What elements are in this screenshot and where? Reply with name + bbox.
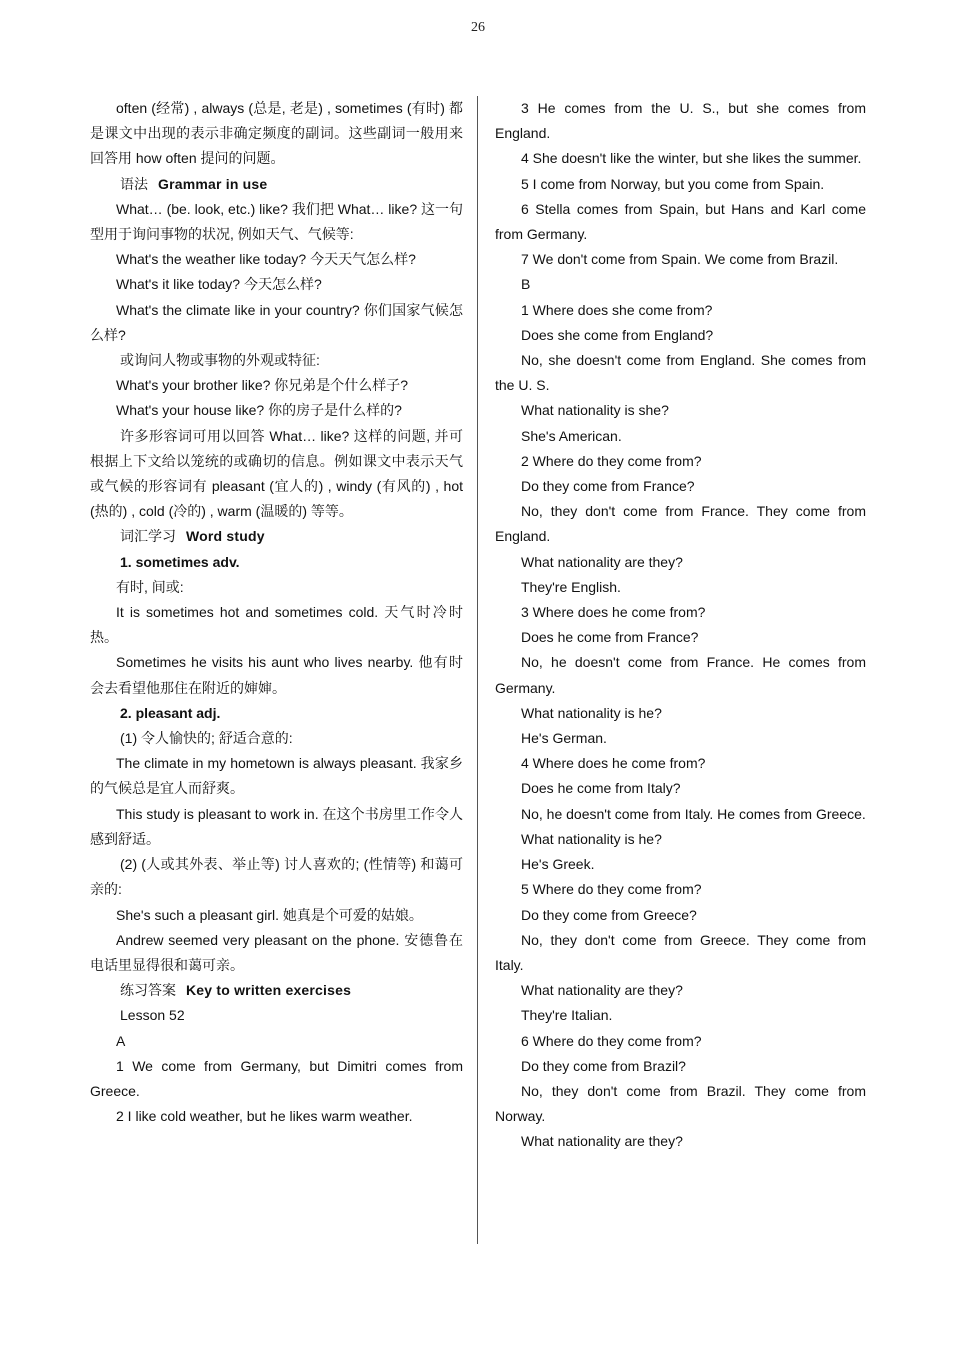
answer-line: What nationality are they? — [521, 1133, 683, 1150]
answer-line: What nationality are they? — [521, 982, 683, 999]
answer-line: What nationality is he? — [521, 704, 662, 721]
answer-item: 6 Stella comes from Spain, but Hans and Karl come from Germany. — [495, 200, 866, 243]
example-sentence: What's your brother like? 你兄弟是个什么样子? — [116, 377, 409, 394]
answer-line: No, he doesn't come from Italy. He comes from Greece. — [521, 805, 866, 822]
example-sentence: She's such a pleasant girl. 她真是个可爱的姑娘。 — [116, 906, 423, 923]
definition: 有时, 间或: — [116, 578, 184, 595]
answer-line: What nationality is she? — [521, 402, 669, 419]
answer-line: He's German. — [521, 730, 607, 747]
answer-line: What nationality is he? — [521, 830, 662, 847]
example-sentence: This study is pleasant to work in. 在这个书房里工作令人感到舒适。 — [90, 805, 463, 847]
answer-item: 5 I come from Norway, but you come from Spain. — [521, 175, 825, 192]
answer-line: 3 Where does he come from? — [521, 604, 706, 621]
answer-line: 4 Where does he come from? — [521, 755, 706, 772]
definition: (2) (人或其外表、举止等) 讨人喜欢的; (性情等) 和蔼可亲的: — [90, 856, 463, 898]
paragraph: 或询问人物或事物的外观或特征: — [120, 352, 320, 369]
exercise-label: A — [116, 1032, 126, 1049]
answer-line: No, she doesn't come from England. She comes from the U. S. — [495, 352, 866, 394]
answer-line: She's American. — [521, 427, 622, 444]
example-sentence: Andrew seemed very pleasant on the phone. 安德鲁在电话里显得很和蔼可亲。 — [90, 931, 463, 973]
paragraph: often (经常) , always (总是, 老是) , sometimes (有时) 都是课文中出现的表示非确定频度的副词。这些副词一般用来回答用 how often 提问的问题。 — [90, 100, 463, 167]
paragraph: What… (be. look, etc.) like? 我们把 What… like? 这一句型用于询问事物的状况, 例如天气、气候等: — [90, 200, 463, 243]
heading-zh: 练习答案 — [120, 982, 176, 999]
answer-item: 7 We don't come from Spain. We come from Brazil. — [521, 251, 839, 268]
example-sentence: Sometimes he visits his aunt who lives nearby. 他有时会去看望他那住在附近的婶婶。 — [90, 654, 463, 696]
heading-en: Key to written exercises — [186, 982, 352, 999]
answer-line: Do they come from France? — [521, 478, 695, 495]
exercise-label: B — [521, 276, 531, 293]
answer-line: No, they don't come from Brazil. They come from Norway. — [495, 1082, 866, 1125]
word-entry-heading: 1. sometimes adv. — [120, 553, 240, 570]
answer-line: 1 Where does she come from? — [521, 301, 713, 318]
paragraph: 许多形容词可用以回答 What… like? 这样的问题, 并可根据上下文给以笼统的或确切的信息。例如课文中表示天气或气候的形容词有 pleasant (宜人的) , windy (有风的) , hot (热的) , cold (冷的) , warm (温暖的) 等等。 — [90, 427, 463, 520]
heading-zh: 词汇学习 — [120, 528, 176, 545]
column-divider — [477, 96, 478, 1244]
section-heading-key — [90, 978, 463, 1003]
example-sentence: What's your house like? 你的房子是什么样的? — [116, 402, 402, 419]
answer-item: 2 I like cold weather, but he likes warm weather. — [116, 1108, 413, 1125]
left-column — [90, 96, 463, 1129]
answer-item: 3 He comes from the U. S., but she comes from England. — [495, 100, 866, 142]
answer-line: No, they don't come from Greece. They come from Italy. — [495, 931, 866, 973]
example-sentence: The climate in my hometown is always pleasant. 我家乡的气候总是宜人而舒爽。 — [90, 755, 463, 797]
answer-line: They're Italian. — [521, 1007, 613, 1024]
example-sentence: What's it like today? 今天怎么样? — [116, 276, 322, 293]
answer-line: Does she come from England? — [521, 326, 714, 343]
page-number: 26 — [471, 20, 485, 35]
answer-line: 6 Where do they come from? — [521, 1032, 702, 1049]
answer-line: Does he come from France? — [521, 629, 699, 646]
answer-line: Do they come from Greece? — [521, 906, 697, 923]
answer-item: 4 She doesn't like the winter, but she likes the summer. — [521, 150, 862, 167]
section-heading-word-study — [90, 524, 463, 549]
answer-line: No, they don't come from France. They come from England. — [495, 503, 866, 545]
answer-line: What nationality are they? — [521, 553, 683, 570]
answer-item: 1 We come from Germany, but Dimitri comes from Greece. — [90, 1057, 463, 1099]
answer-line: 2 Where do they come from? — [521, 452, 702, 469]
heading-zh: 语法 — [120, 175, 148, 192]
answer-line: Does he come from Italy? — [521, 780, 681, 797]
right-column — [495, 96, 866, 1155]
answer-line: No, he doesn't come from France. He comes from Germany. — [495, 654, 866, 696]
lesson-label: Lesson 52 — [120, 1007, 185, 1024]
answer-line: Do they come from Brazil? — [521, 1057, 686, 1074]
answer-line: They're English. — [521, 578, 621, 595]
answer-line: He's Greek. — [521, 856, 595, 873]
example-sentence: It is sometimes hot and sometimes cold. 天气时冷时热。 — [90, 604, 463, 646]
section-heading-grammar — [90, 172, 463, 197]
example-sentence: What's the weather like today? 今天天气怎么样? — [116, 251, 416, 268]
heading-en: Grammar in use — [158, 175, 268, 192]
example-sentence: What's the climate like in your country? 你们国家气候怎么样? — [90, 301, 463, 343]
answer-line: 5 Where do they come from? — [521, 881, 702, 898]
definition: (1) 令人愉快的; 舒适合意的: — [120, 730, 293, 747]
heading-en: Word study — [186, 528, 265, 545]
word-entry-heading: 2. pleasant adj. — [120, 704, 221, 721]
